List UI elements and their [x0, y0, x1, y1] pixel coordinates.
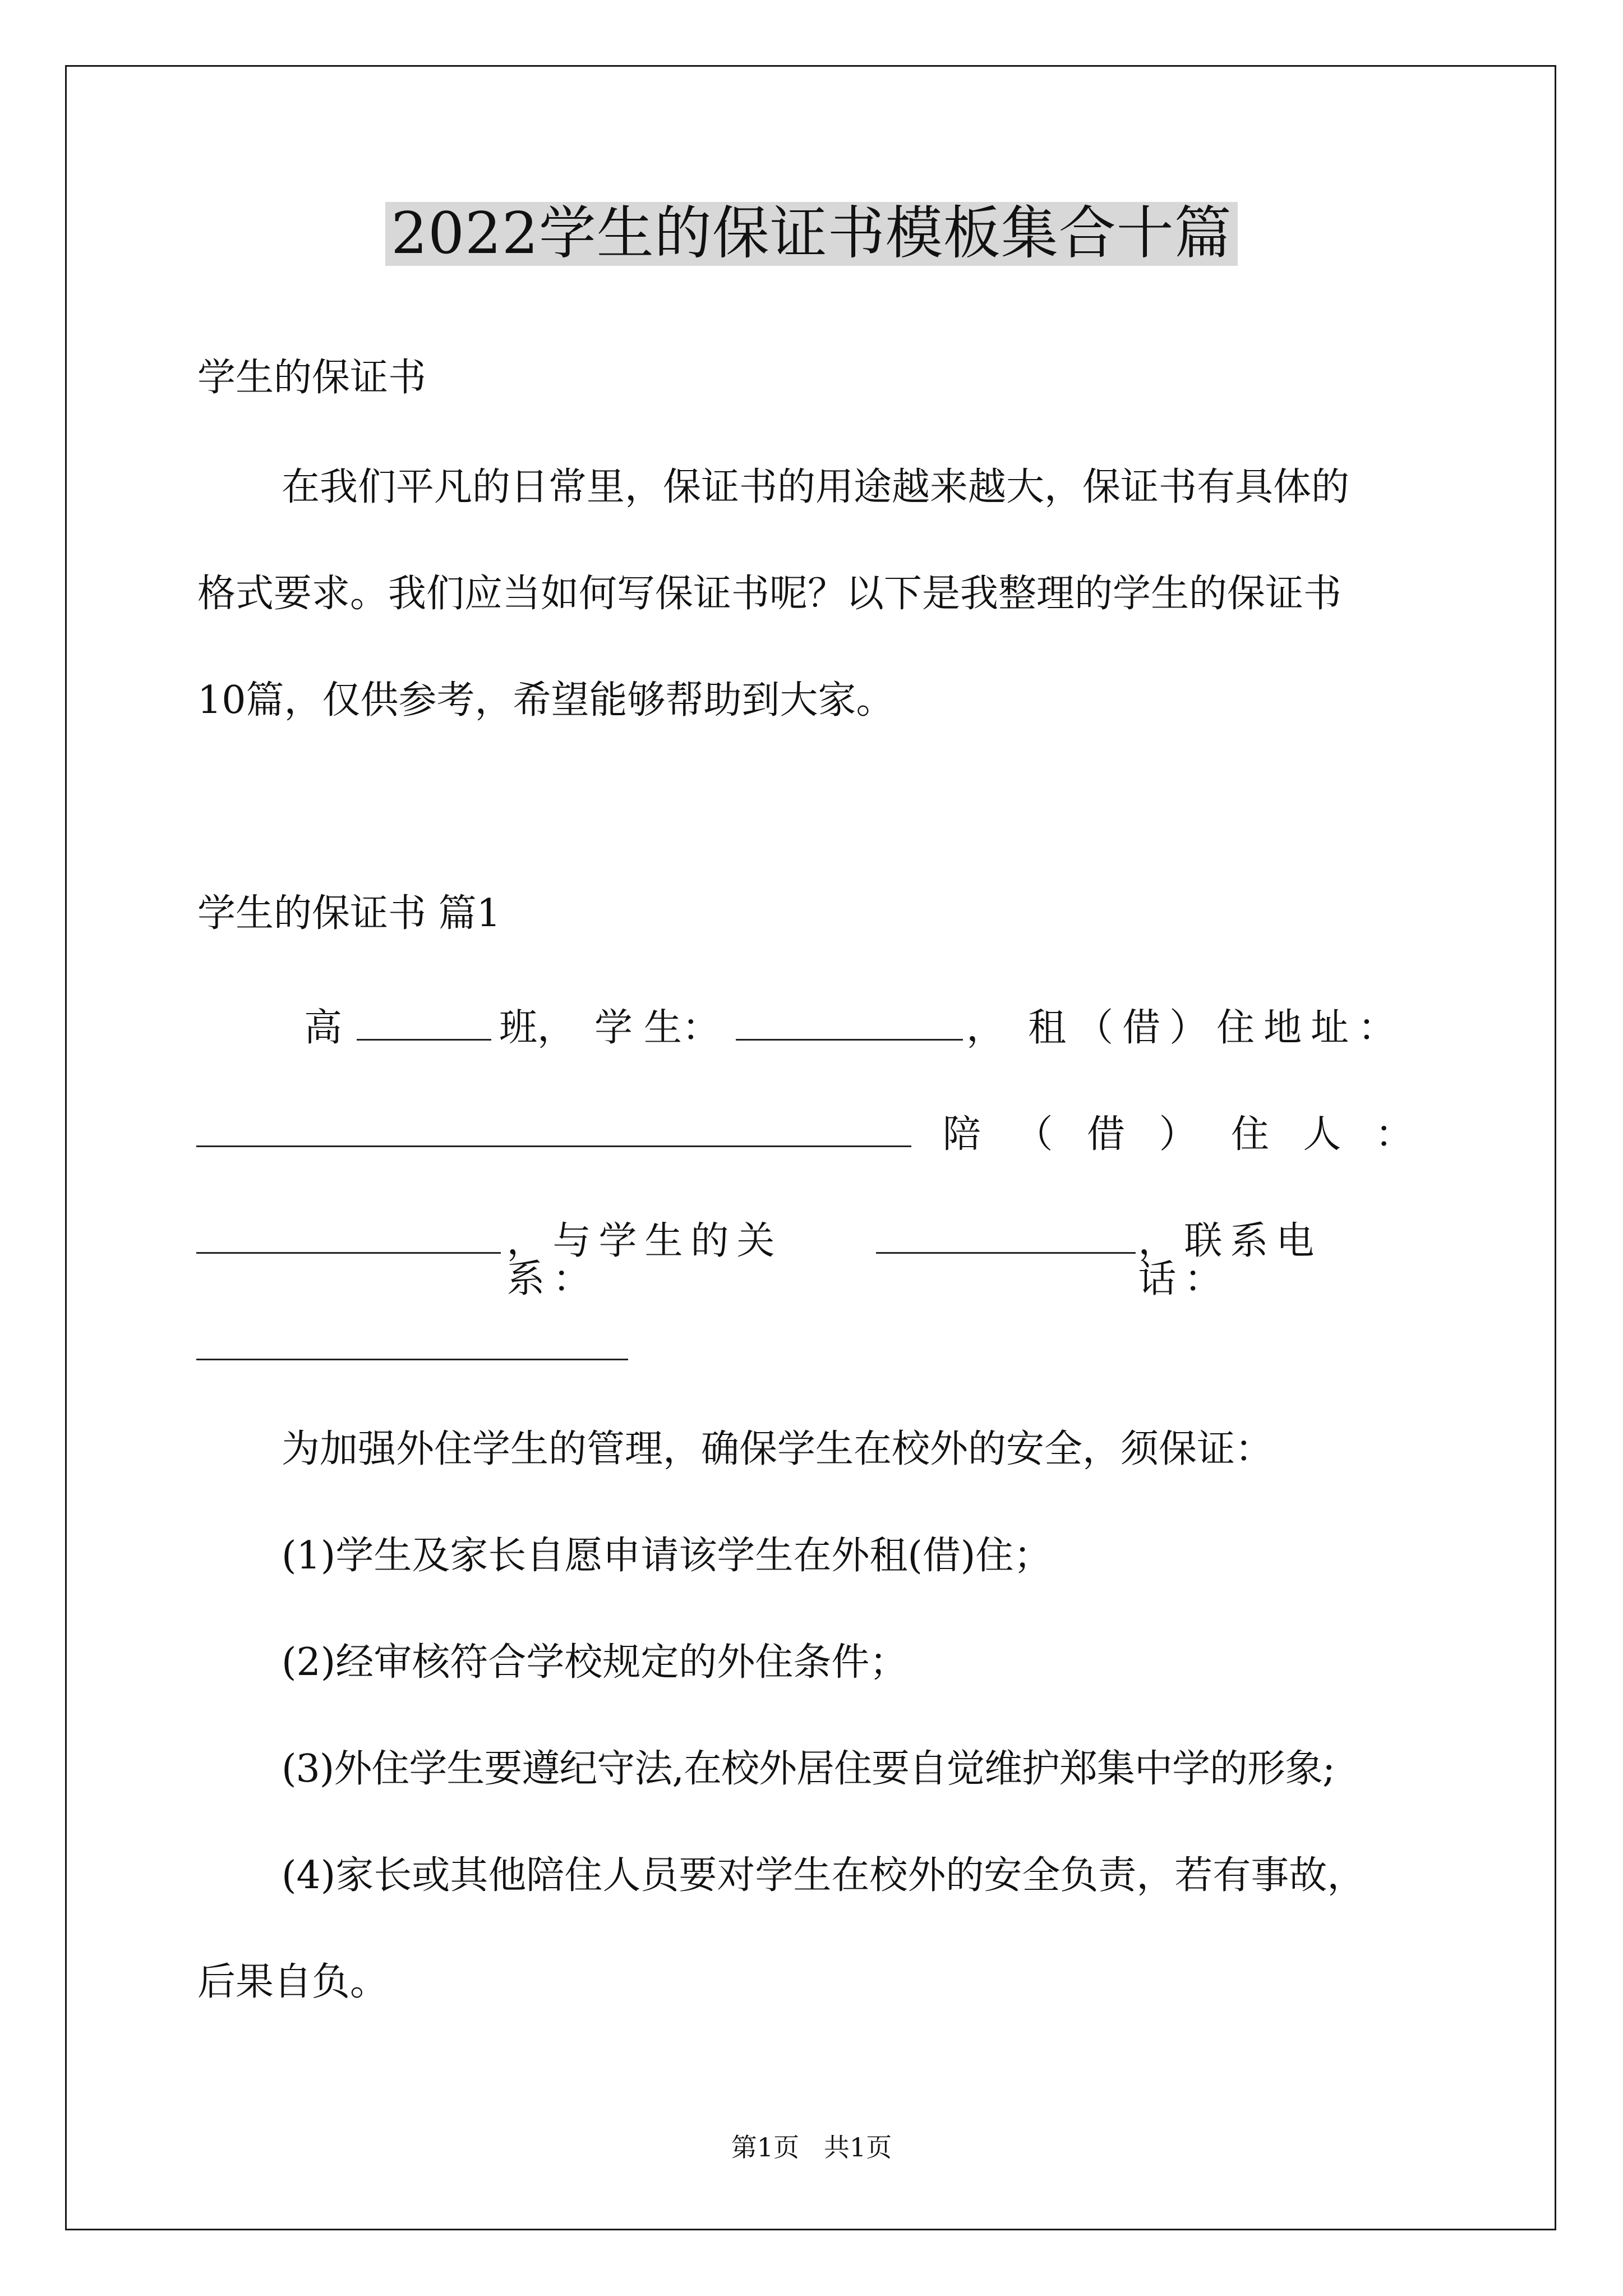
- page-footer: 第1页 共1页: [731, 2132, 892, 2162]
- form-label-comma: ，: [966, 1006, 1005, 1050]
- form-line-2: [196, 1111, 1413, 1157]
- companion-name-blank[interactable]: [196, 1217, 501, 1254]
- form-label-phone: ，联系电话：: [1138, 1219, 1322, 1301]
- title-text: 2022学生的保证书模板集合十篇: [385, 202, 1238, 266]
- body-line-5: (4)家长或其他陪住人员要对学生在校外的安全负责，若有事故，: [282, 1853, 1366, 1898]
- intro-line-2: 格式要求。我们应当如何写保证书呢？以下是我整理的学生的保证书: [197, 572, 1342, 616]
- section-heading: 学生的保证书: [197, 356, 427, 400]
- intro-line-3: 10篇，仅供参考，希望能够帮助到大家。: [197, 678, 895, 723]
- form-line-1: [196, 1004, 1413, 1050]
- form-label-address: 租（借）住地址：: [1028, 1006, 1405, 1050]
- companion-label: 陪 （ 借 ） 住 人 ：: [943, 1112, 1413, 1157]
- form-label-class: 班，: [499, 1006, 576, 1050]
- document-title: [0, 202, 1623, 266]
- body-line-1: 为加强外住学生的管理，确保学生在校外的安全，须保证：: [282, 1427, 1274, 1471]
- form-label-relation: ，与学生的关系：: [506, 1219, 783, 1301]
- grade-blank[interactable]: [357, 1004, 491, 1041]
- body-line-3: (2)经审核符合学校规定的外住条件；: [282, 1640, 908, 1685]
- section-heading-part1: 学生的保证书 篇1: [197, 891, 501, 936]
- body-line-4: (3)外住学生要遵纪守法,在校外居住要自觉维护郑集中学的形象;: [282, 1747, 1335, 1791]
- intro-line-1: 在我们平凡的日常里，保证书的用途越来越大，保证书有具体的: [282, 465, 1350, 509]
- relation-blank[interactable]: [876, 1217, 1136, 1254]
- body-line-6: 后果自负。: [197, 1960, 389, 2004]
- address-blank[interactable]: [196, 1111, 911, 1147]
- student-name-blank[interactable]: [736, 1004, 963, 1041]
- form-label-student-1: 学: [594, 1006, 633, 1050]
- form-label-student-2: 生：: [644, 1006, 721, 1050]
- phone-blank[interactable]: [196, 1324, 628, 1360]
- form-line-3: [196, 1217, 1413, 1299]
- form-label-grade: 高: [304, 1006, 343, 1050]
- body-line-2: (1)学生及家长自愿申请该学生在外租(借)住；: [282, 1534, 1052, 1578]
- form-line-4: [196, 1324, 1413, 1360]
